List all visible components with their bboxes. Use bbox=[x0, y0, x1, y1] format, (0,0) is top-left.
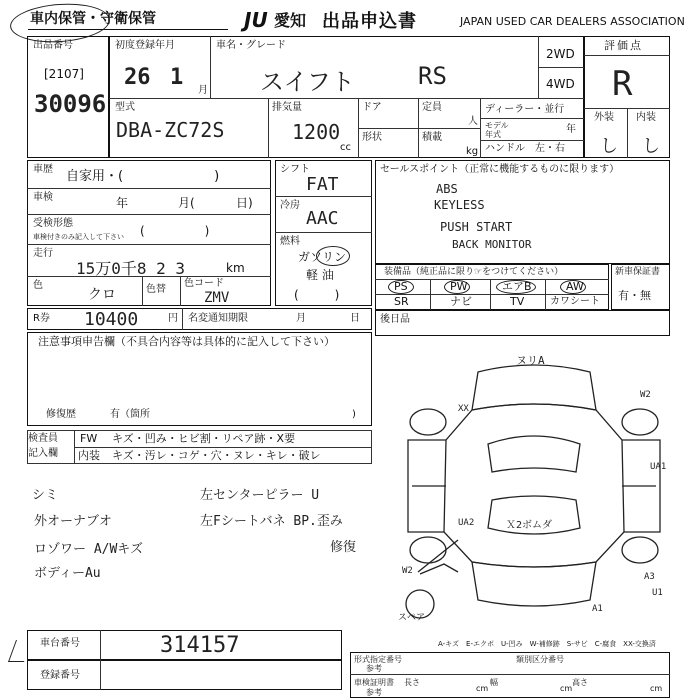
inspector-interior: 内装 bbox=[78, 449, 100, 462]
warranty-label: 新車保証書 bbox=[615, 267, 661, 277]
divider bbox=[480, 118, 584, 119]
remark-3: ロゾワー A/Wキズ bbox=[34, 542, 144, 557]
equip-airbag: エアB bbox=[502, 280, 532, 293]
association-name: JAPAN USED CAR DEALERS ASSOCIATION bbox=[460, 15, 685, 28]
chassis-number: 314157 bbox=[160, 633, 240, 658]
mileage-label: 走行 bbox=[33, 248, 53, 259]
inspector-label-2: 記入欄 bbox=[28, 448, 58, 459]
chassis-label: 車台番号 bbox=[40, 638, 80, 649]
equip-pw-circle bbox=[444, 280, 470, 294]
dealer-model: モデル bbox=[485, 121, 509, 130]
drive-2wd: 2WD bbox=[546, 47, 575, 61]
repair-close: ) bbox=[352, 409, 356, 420]
remark-1: シミ bbox=[32, 488, 59, 503]
ac-label: 冷房 bbox=[280, 200, 300, 211]
dealer-year-unit: 年 bbox=[566, 124, 576, 135]
divider bbox=[27, 188, 271, 189]
fuel-circle bbox=[316, 246, 350, 266]
notes-label: 注意事項申告欄（不具合内容等は具体的に記入して下さい） bbox=[38, 335, 335, 348]
selling-points-label: セールスポイント（正常に機能するものに限ります） bbox=[380, 164, 620, 175]
equip-ps: PS bbox=[394, 280, 408, 293]
load-unit: kg bbox=[466, 146, 479, 157]
interior-label: 内装 bbox=[636, 112, 656, 123]
divider bbox=[480, 140, 584, 141]
divider bbox=[375, 294, 609, 295]
history-label: 車歴 bbox=[33, 164, 53, 175]
acceptance-label: 受検形態 bbox=[33, 218, 73, 229]
spec-height-unit: cm bbox=[650, 684, 663, 693]
divider bbox=[27, 214, 271, 215]
color-label: 色 bbox=[33, 280, 43, 291]
spec-length-unit: cm bbox=[476, 684, 489, 693]
equip-tv: TV bbox=[510, 295, 525, 308]
fuel-other: ( ) bbox=[294, 288, 340, 302]
name-change-day: 日 bbox=[350, 313, 360, 324]
divider bbox=[100, 630, 101, 660]
drive-4wd: 4WD bbox=[546, 77, 575, 91]
color-code-label: 色コード bbox=[184, 278, 224, 289]
repair-label: 修復歴 bbox=[46, 409, 76, 420]
form-title: 出品申込書 bbox=[322, 11, 417, 32]
inspection-day: 日) bbox=[236, 196, 253, 210]
displacement-unit: cc bbox=[340, 142, 351, 153]
spare-tire-label: スペア bbox=[398, 613, 426, 623]
selling-point-1: ABS bbox=[436, 182, 458, 196]
remark-2: 外オーナブオ bbox=[34, 514, 112, 529]
divider bbox=[142, 276, 143, 306]
fuel-diesel: 軽 油 bbox=[306, 268, 334, 282]
after-sale-label: 後日品 bbox=[380, 314, 410, 325]
equip-navi: ナビ bbox=[450, 295, 472, 308]
shape-label: 形状 bbox=[362, 132, 382, 143]
selling-point-4: BACK MONITOR bbox=[452, 238, 532, 251]
inspector-label-1: 検査員 bbox=[28, 433, 58, 444]
equip-pw: PW bbox=[450, 280, 468, 293]
divider bbox=[275, 196, 372, 197]
recycle-value: 10400 bbox=[84, 309, 139, 330]
ac-value: AAC bbox=[306, 208, 339, 229]
spec-model-label: 形式指定番号 bbox=[354, 655, 402, 664]
divider bbox=[538, 67, 584, 68]
repair-value: 有（箇所 bbox=[110, 409, 150, 420]
reg-number-label: 登録番号 bbox=[40, 670, 80, 681]
diagram-mark-front: ヌリA bbox=[516, 354, 545, 367]
spec-ref-label: 参考 bbox=[366, 664, 382, 673]
diagram-mark-a3: A3 bbox=[644, 572, 655, 582]
diagram-mark-ua1: UA1 bbox=[650, 462, 667, 472]
remark-5: 左センターピラー U bbox=[200, 488, 320, 503]
divider bbox=[180, 276, 181, 306]
capacity-unit: 人 bbox=[468, 116, 478, 127]
acceptance-note: 車検付きのみ記入して下さい bbox=[33, 233, 124, 241]
name-change-label: 名変通知期限 bbox=[188, 313, 248, 324]
divider bbox=[275, 232, 372, 233]
color-value: クロ bbox=[88, 287, 116, 303]
recycle-label: R券 bbox=[33, 313, 50, 324]
mileage-unit: km bbox=[226, 261, 245, 275]
diagram-mark-xx: XX bbox=[458, 404, 469, 414]
rating-label: 評価点 bbox=[604, 39, 643, 52]
spec-width-label: 幅 bbox=[490, 678, 498, 687]
divider bbox=[268, 98, 269, 158]
diagram-mark-a1: A1 bbox=[592, 604, 603, 614]
dealer-handle: ハンドル 左・右 bbox=[485, 143, 565, 154]
car-name-label: 車名・グレード bbox=[216, 40, 286, 51]
diagram-mark-w2-rear: W2 bbox=[402, 566, 413, 576]
spec-height-label: 高さ bbox=[572, 678, 588, 687]
inspector-row1: キズ・凹み・ヒビ割・リペア跡・X要 bbox=[112, 432, 296, 445]
displacement-label: 排気量 bbox=[272, 102, 302, 113]
equip-ps-circle bbox=[388, 280, 414, 294]
inspection-year: 年 bbox=[116, 196, 129, 210]
selling-point-2: KEYLESS bbox=[434, 198, 485, 212]
recycle-unit: 円 bbox=[168, 313, 178, 324]
divider bbox=[584, 55, 670, 56]
divider bbox=[27, 276, 271, 277]
registration-month: 1 bbox=[170, 65, 184, 90]
divider bbox=[350, 674, 670, 675]
org-name: 愛知 bbox=[274, 11, 307, 30]
remark-7: 修復 bbox=[330, 540, 357, 555]
equip-leather: カワシート bbox=[550, 296, 600, 307]
load-label: 積載 bbox=[422, 132, 442, 143]
storage-badge: 車内保管・守衛保管 bbox=[30, 11, 156, 27]
lot-number: 30096 bbox=[34, 90, 107, 118]
divider bbox=[74, 447, 372, 448]
model-label: 型式 bbox=[115, 102, 135, 113]
fuel-label: 燃料 bbox=[280, 236, 300, 247]
header-badge-underline bbox=[28, 29, 228, 30]
remark-4: ボディーAu bbox=[34, 566, 101, 581]
registration-year: 26 bbox=[124, 65, 151, 90]
spec-length-label: 長さ bbox=[404, 678, 420, 687]
acceptance-value: ( ) bbox=[140, 224, 210, 238]
doors-label: ドア bbox=[362, 102, 382, 113]
equip-aw-circle bbox=[560, 280, 586, 294]
color-code: ZMV bbox=[204, 290, 230, 306]
car-damage-diagram bbox=[398, 350, 670, 622]
mileage-value: 15万0千8 2 3 bbox=[76, 259, 186, 278]
spec-class-label: 類別区分番号 bbox=[516, 655, 564, 664]
diagram-mark-ua2: UA2 bbox=[458, 518, 475, 528]
divider bbox=[627, 108, 628, 158]
divider bbox=[27, 244, 271, 245]
diagram-mark-w2: W2 bbox=[640, 390, 651, 400]
divider bbox=[358, 128, 480, 129]
spec-cert-label: 車検証明書 bbox=[354, 678, 394, 687]
equipment-label: 装備品（純正品に限り☞をつけてください） bbox=[384, 267, 564, 277]
history-value: 自家用・( ) bbox=[66, 169, 220, 184]
car-grade: RS bbox=[418, 62, 447, 90]
car-name: スイフト bbox=[260, 68, 355, 96]
registration-label: 初度登録年月 bbox=[115, 40, 175, 51]
model-value: DBA-ZC72S bbox=[116, 118, 225, 142]
divider bbox=[210, 36, 211, 98]
spec-width-unit: cm bbox=[560, 684, 573, 693]
inspection-label: 車検 bbox=[33, 192, 53, 203]
displacement-value: 1200 bbox=[292, 120, 341, 144]
divider bbox=[418, 98, 419, 158]
inspector-row2: キズ・汚レ・コゲ・穴・ヌレ・キレ・破レ bbox=[112, 449, 321, 462]
warranty-value: 有・無 bbox=[618, 289, 651, 302]
equip-airbag-circle bbox=[496, 280, 536, 294]
dealer-row1: ディーラー・並行 bbox=[485, 104, 565, 115]
shift-label: シフト bbox=[280, 164, 310, 175]
color-swap-label: 色替 bbox=[146, 284, 166, 295]
lot-label: 出品番号 bbox=[33, 40, 73, 51]
remark-6: 左Fシートバネ BP.歪み bbox=[200, 514, 343, 529]
dealer-year: 年式 bbox=[485, 130, 501, 139]
capacity-label: 定員 bbox=[422, 102, 442, 113]
divider bbox=[480, 98, 481, 158]
lot-code: [2107] bbox=[44, 67, 84, 81]
registration-month-unit: 月 bbox=[198, 85, 208, 96]
name-change-month: 月 bbox=[296, 313, 306, 324]
inspection-month: 月( bbox=[178, 196, 195, 210]
diagram-mark-x2: Ｘ2ボムダ bbox=[506, 520, 553, 531]
spec-cert-ref: 参考 bbox=[366, 688, 382, 697]
interior-grade: し bbox=[642, 136, 660, 157]
equip-aw: AW bbox=[566, 280, 584, 293]
exterior-grade: し bbox=[600, 136, 618, 157]
inspector-fw: FW bbox=[80, 432, 98, 445]
exterior-label: 外装 bbox=[594, 112, 614, 123]
ju-logo: JU bbox=[244, 8, 268, 32]
shift-value: FAT bbox=[306, 174, 339, 195]
damage-legend: A-キズ E-エクボ U-凹み W-補修跡 S-サビ C-腐食 XX-交換済 bbox=[438, 640, 656, 648]
diagram-mark-u1: U1 bbox=[652, 588, 663, 598]
divider bbox=[100, 660, 101, 690]
divider bbox=[182, 308, 183, 330]
divider bbox=[109, 98, 584, 99]
after-sale-box bbox=[375, 310, 670, 336]
rating-value: R bbox=[612, 64, 633, 104]
fuel-petrol: ガソリン bbox=[298, 250, 347, 264]
selling-point-3: PUSH START bbox=[440, 220, 513, 234]
equip-sr: SR bbox=[394, 295, 409, 308]
